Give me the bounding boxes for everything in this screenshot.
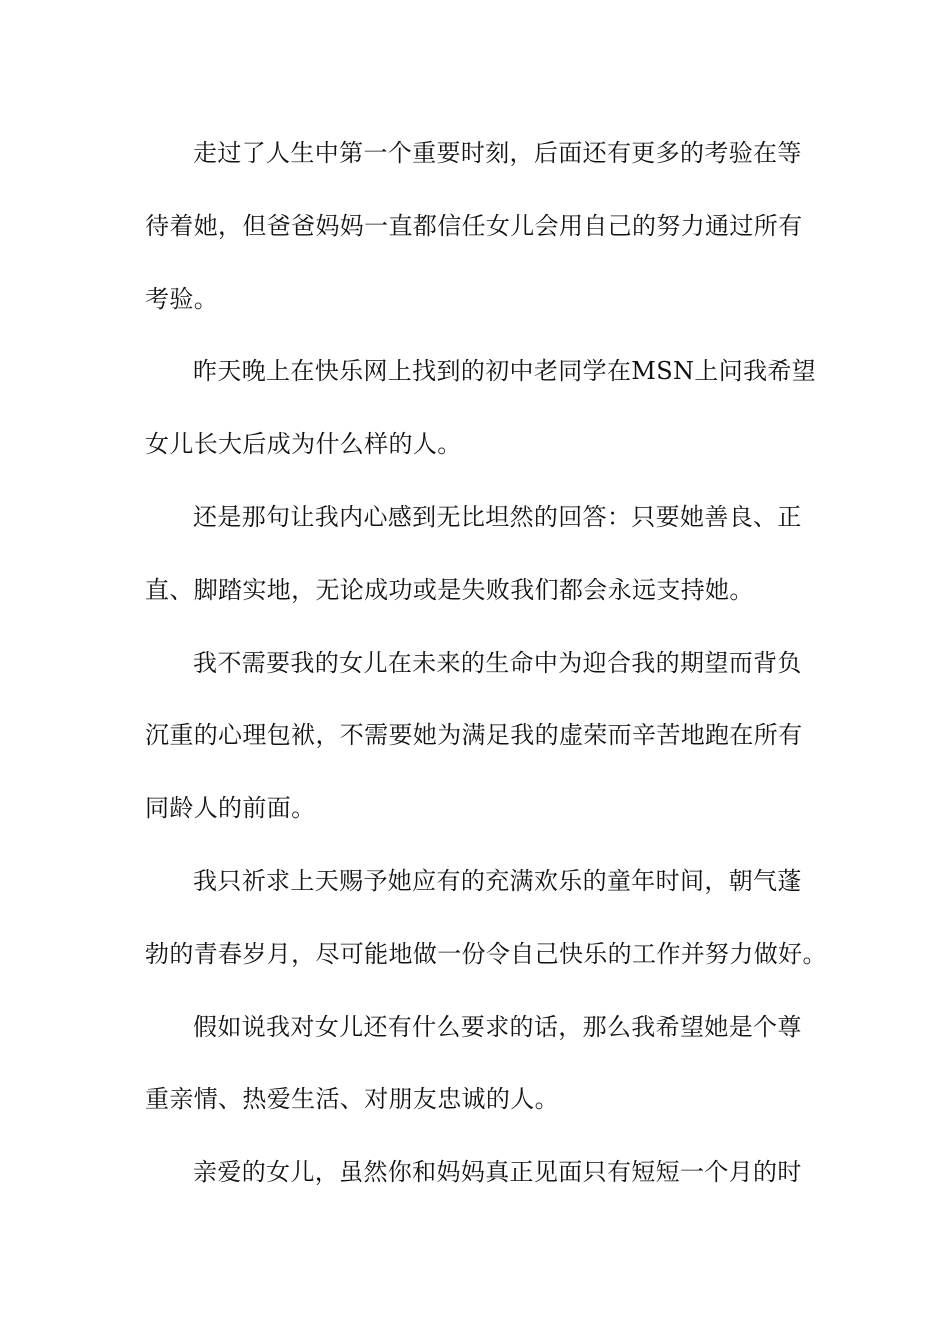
paragraph-6-line-2: 重亲情、热爱生活、对朋友忠诚的人。 [145,1085,559,1114]
paragraph-4-line-1: 我不需要我的女儿在未来的生命中为迎合我的期望而背负 [193,648,802,677]
paragraph-1-line-2: 待着她，但爸爸妈妈一直都信任女儿会用自己的努力通过所有 [145,211,803,240]
paragraph-2-line-2: 女儿长大后成为什么样的人。 [145,430,462,459]
paragraph-1-line-3: 考验。 [145,284,219,313]
paragraph-5-line-1: 我只祈求上天赐予她应有的充满欢乐的童年时间，朝气蓬 [193,866,802,895]
paragraph-6-line-1: 假如说我对女儿还有什么要求的话，那么我希望她是个尊 [193,1012,802,1041]
paragraph-4-line-3: 同龄人的前面。 [145,794,316,823]
paragraph-3-line-1: 还是那句让我内心感到无比坦然的回答：只要她善良、正 [193,502,802,531]
paragraph-3-line-2: 直、脚踏实地，无论成功或是失败我们都会永远支持她。 [145,575,754,604]
paragraph-4-line-2: 沉重的心理包袱，不需要她为满足我的虚荣而辛苦地跑在所有 [145,721,803,750]
document-body [145,123,827,1215]
paragraph-5-line-2: 勃的青春岁月，尽可能地做一份令自己快乐的工作并努力做好。 [145,939,827,968]
paragraph-7-line-1: 亲爱的女儿，虽然你和妈妈真正见面只有短短一个月的时 [193,1158,802,1187]
paragraph-2-line-1: 昨天晚上在快乐网上找到的初中老同学在MSN上问我希望 [193,357,817,386]
paragraph-1-line-1: 走过了人生中第一个重要时刻，后面还有更多的考验在等 [193,139,802,167]
